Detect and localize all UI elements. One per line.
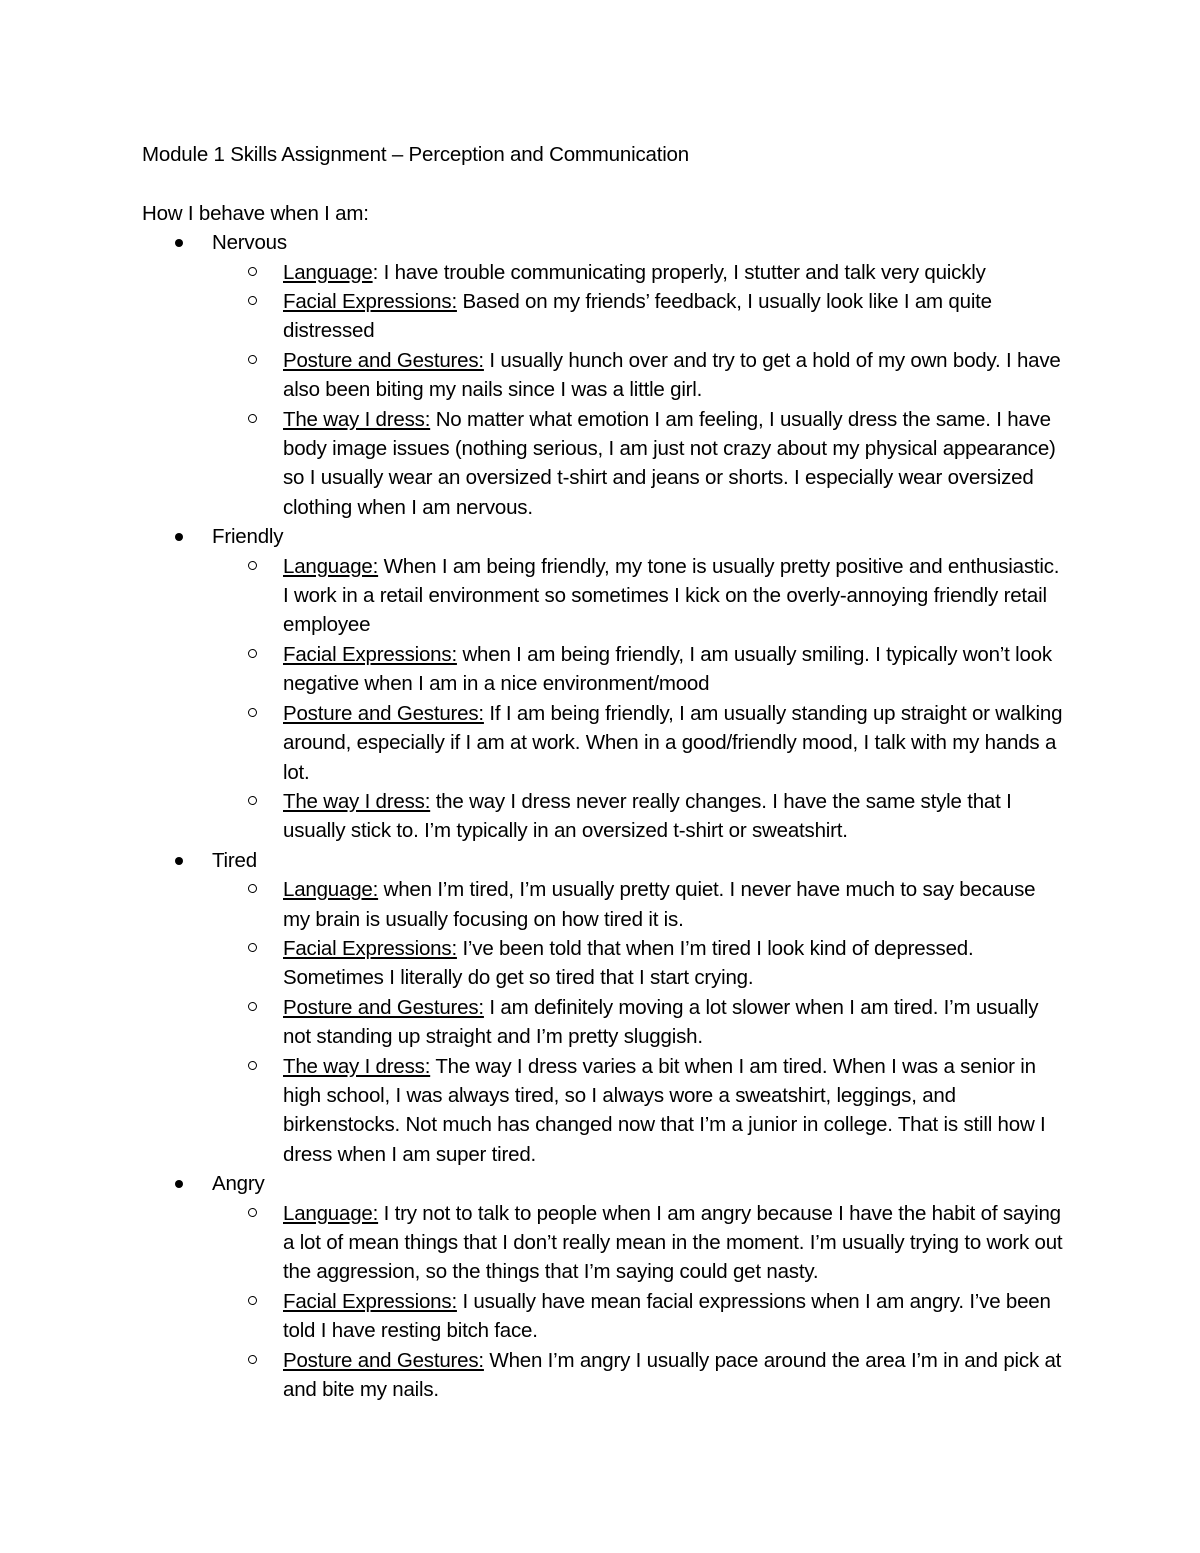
bullet-circle-icon	[248, 1002, 257, 1011]
behavior-text: The way I dress varies a bit when I am tired. When I was a senior in high school, I was always tired, so I always wore a sweatshirt, leggings, and birkenstocks. Not much has changed now that I’m a junior in college. That is still how I dress when I am super tired.	[283, 1054, 1046, 1166]
label-separator: :	[372, 260, 384, 284]
behavior-label: The way I dress:	[283, 407, 431, 431]
behavior-text: If I am being friendly, I am usually standing up straight or walking around, especially if I am at work. When in a good/friendly mood, I talk with my hands a lot.	[283, 701, 1063, 784]
behavior-item	[212, 934, 1063, 993]
behavior-item	[212, 1346, 1063, 1405]
behavior-text: when I’m tired, I’m usually pretty quiet. I never have much to say because my brain is usually focusing on how tired it is.	[283, 878, 1036, 931]
bullet-dot-icon	[175, 1180, 183, 1188]
behavior-item	[212, 258, 1063, 287]
behavior-item	[212, 875, 1063, 934]
behavior-item	[212, 1287, 1063, 1346]
behavior-text: When I am being friendly, my tone is usually pretty positive and enthusiastic. I work in a retail environment so sometimes I kick on the overly-annoying friendly retail employee	[283, 554, 1060, 637]
bullet-circle-icon	[248, 649, 257, 658]
intro-text: How I behave when I am:	[142, 201, 369, 225]
behavior-item	[212, 552, 1063, 640]
emotion-item-tired	[142, 846, 1102, 1169]
behavior-label: The way I dress:	[283, 789, 431, 813]
behavior-list	[212, 552, 1102, 846]
emotion-item-nervous	[142, 228, 1102, 522]
behavior-label: Language:	[283, 1201, 379, 1225]
behavior-label: Posture and Gestures:	[283, 1348, 484, 1372]
behavior-item	[212, 1052, 1063, 1170]
behavior-label: Posture and Gestures:	[283, 995, 484, 1019]
bullet-circle-icon	[248, 943, 257, 952]
behavior-text: Based on my friends’ feedback, I usually look like I am quite distressed	[283, 290, 992, 343]
behavior-label: Language:	[283, 554, 379, 578]
bullet-circle-icon	[248, 1208, 257, 1217]
bullet-dot-icon	[175, 857, 183, 865]
behavior-label: The way I dress:	[283, 1054, 431, 1078]
emotion-list	[142, 228, 1102, 1404]
behavior-item	[212, 405, 1063, 523]
behavior-item	[212, 993, 1063, 1052]
emotion-name: Angry	[212, 1172, 265, 1196]
behavior-text: when I am being friendly, I am usually smiling. I typically won’t look negative when I am in a nice environment/mood	[283, 642, 1052, 696]
bullet-circle-icon	[248, 355, 257, 364]
behavior-text: I try not to talk to people when I am angry because I have the habit of saying a lot of mean things that I don’t really mean in the moment. I’m usually trying to work out the aggression, so the things that I’m saying could get nasty.	[283, 1201, 1063, 1284]
bullet-circle-icon	[248, 1355, 257, 1364]
emotion-name: Tired	[212, 848, 257, 872]
bullet-circle-icon	[248, 708, 257, 717]
behavior-label: Posture and Gestures:	[283, 348, 484, 372]
bullet-circle-icon	[248, 296, 257, 305]
behavior-item	[212, 699, 1063, 787]
bullet-circle-icon	[248, 1296, 257, 1305]
bullet-circle-icon	[248, 884, 257, 893]
behavior-label: Language:	[283, 878, 379, 902]
behavior-text: I usually hunch over and try to get a hold of my own body. I have also been biting my nails since I was a little girl.	[283, 348, 1061, 402]
emotion-name: Friendly	[212, 525, 284, 549]
behavior-text: I usually have mean facial expressions when I am angry. I’ve been told I have resting bitch face.	[283, 1289, 1051, 1343]
behavior-item	[212, 346, 1063, 405]
bullet-circle-icon	[248, 796, 257, 805]
behavior-text: No matter what emotion I am feeling, I usually dress the same. I have body image issues (nothing serious, I am just not crazy about my physical appearance) so I usually wear an oversized t-shirt and jeans or shorts. I especially wear oversized clothing when I am nervous.	[283, 407, 1056, 519]
behavior-list	[212, 875, 1102, 1169]
emotion-name: Nervous	[212, 231, 287, 255]
bullet-dot-icon	[175, 533, 183, 541]
behavior-item	[212, 1199, 1063, 1287]
blank-line	[142, 169, 1102, 198]
bullet-circle-icon	[248, 561, 257, 570]
emotion-item-friendly	[142, 522, 1102, 845]
behavior-text: the way I dress never really changes. I have the same style that I usually stick to. I’m typically in an oversized t-shirt or sweatshirt.	[283, 789, 1012, 843]
bullet-circle-icon	[248, 1061, 257, 1070]
bullet-circle-icon	[248, 414, 257, 423]
behavior-item	[212, 287, 1063, 346]
behavior-label: Facial Expressions:	[283, 936, 457, 960]
behavior-list	[212, 258, 1102, 523]
behavior-text: I am definitely moving a lot slower when I am tired. I’m usually not standing up straight and I’m pretty sluggish.	[283, 995, 1039, 1049]
behavior-label: Facial Expressions:	[283, 290, 457, 314]
behavior-label: Language	[283, 260, 373, 284]
behavior-item	[212, 787, 1063, 846]
behavior-label: Facial Expressions:	[283, 642, 457, 666]
behavior-text: I have trouble communicating properly, I stutter and talk very quickly	[383, 260, 986, 284]
emotion-item-angry	[142, 1169, 1102, 1404]
bullet-circle-icon	[248, 267, 257, 276]
document-page	[142, 140, 1102, 1404]
behavior-item	[212, 640, 1063, 699]
behavior-text: When I’m angry I usually pace around the area I’m in and pick at and bite my nails.	[283, 1348, 1062, 1402]
bullet-dot-icon	[175, 239, 183, 247]
document-title: Module 1 Skills Assignment – Perception and Communication	[142, 143, 689, 166]
behavior-label: Facial Expressions:	[283, 1289, 457, 1313]
behavior-list	[212, 1199, 1102, 1405]
behavior-text: I’ve been told that when I’m tired I look kind of depressed. Sometimes I literally do get so tired that I start crying.	[283, 936, 974, 990]
behavior-label: Posture and Gestures:	[283, 701, 484, 725]
